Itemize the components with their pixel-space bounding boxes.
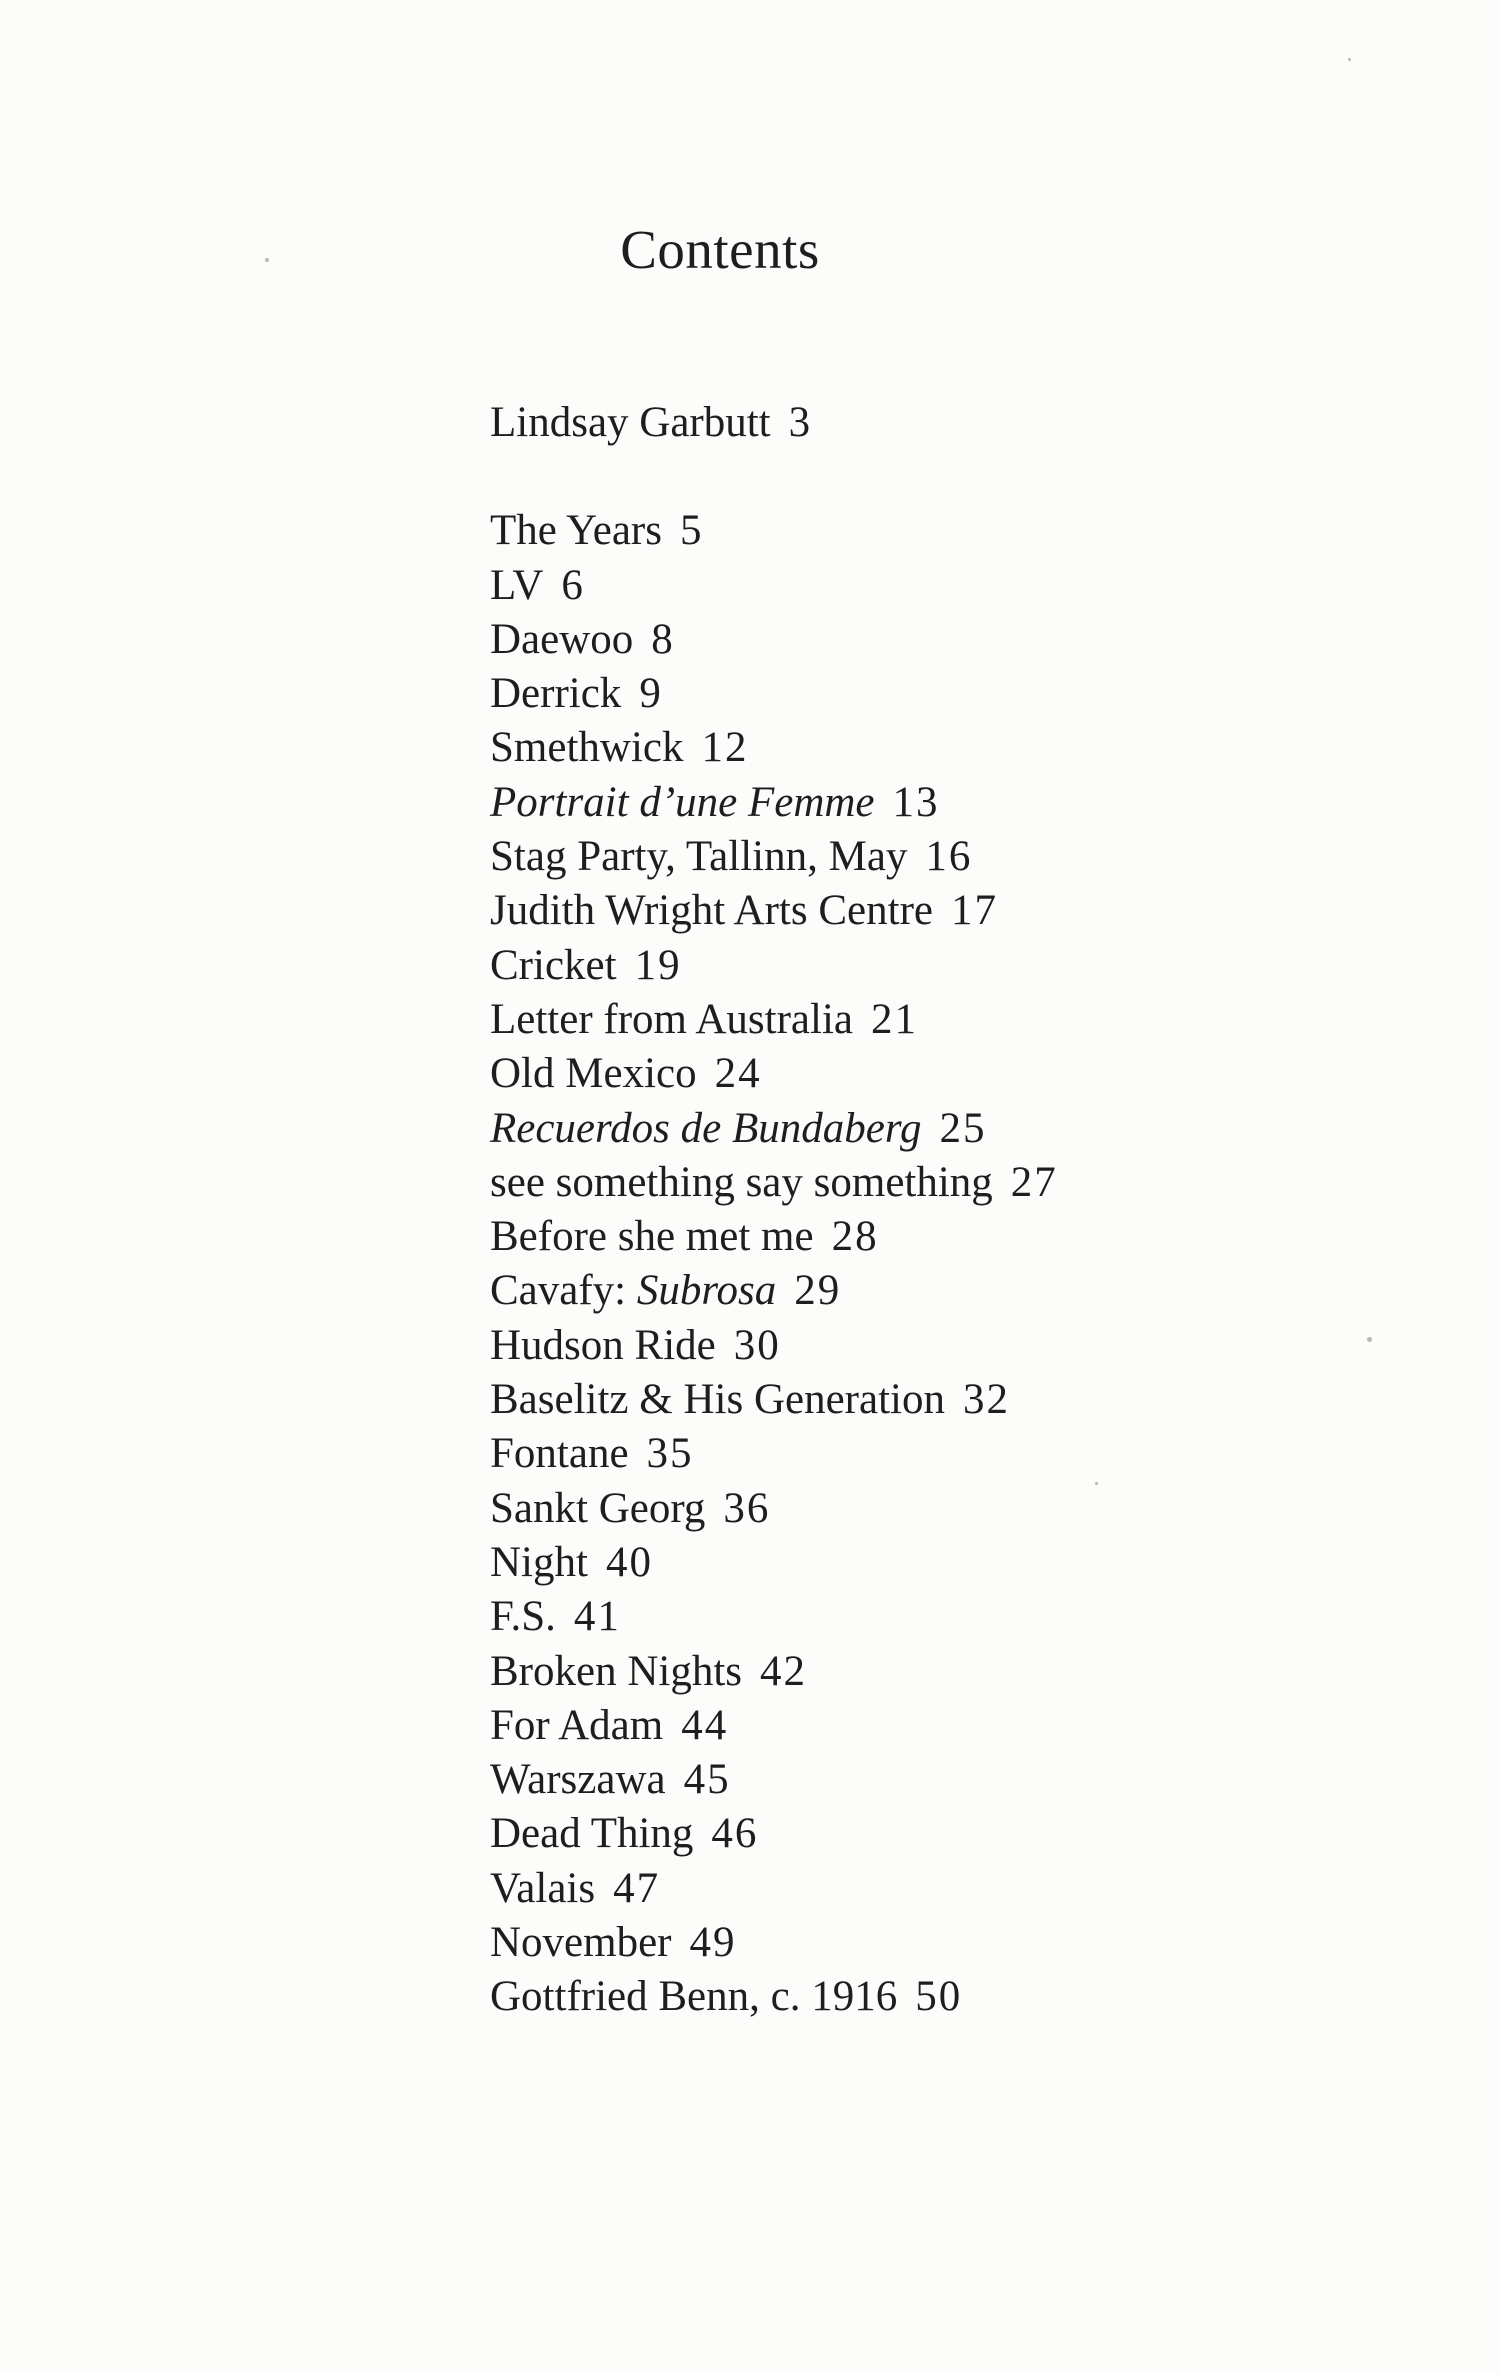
toc-entry-title: Sankt Georg [490, 1484, 706, 1532]
toc-page-number: 24 [714, 1050, 762, 1098]
paper-speck [1367, 1337, 1372, 1342]
toc-entry [490, 1753, 1058, 1807]
toc-entry-title: Smethwick [490, 724, 684, 772]
toc-entry [490, 1156, 1058, 1210]
toc-entry [490, 1970, 1058, 2024]
toc-page-number: 19 [634, 941, 682, 989]
toc-entry [490, 1210, 1058, 1264]
toc-entry-title: Cricket [490, 941, 617, 989]
toc-entry [490, 993, 1058, 1047]
toc-page-number: 17 [950, 887, 998, 935]
toc-page-number: 36 [723, 1484, 771, 1532]
toc-entry [490, 1645, 1058, 1699]
toc-entry-title: For Adam [490, 1701, 664, 1749]
toc-entry-title: Warszawa [490, 1756, 666, 1804]
toc-entry-title: Hudson Ride [490, 1321, 716, 1369]
paper-speck [265, 258, 269, 262]
toc-entry-title: Baselitz & His Generation [490, 1376, 945, 1424]
toc-page-number: 44 [681, 1701, 729, 1749]
toc-entry-title: Derrick [490, 670, 622, 718]
toc-entry [490, 1482, 1058, 1536]
toc-page-number: 45 [683, 1756, 731, 1804]
toc-entry-title: Broken Nights [490, 1647, 743, 1695]
toc-entry [490, 1373, 1058, 1427]
toc-entry-title: Letter from Australia [490, 995, 853, 1043]
toc-entry [490, 1319, 1058, 1373]
toc-entry [490, 559, 1058, 613]
toc-page-number: 50 [915, 1973, 963, 2021]
toc-page-number: 27 [1010, 1158, 1058, 1206]
toc-page-number: 12 [701, 724, 749, 772]
toc-page-number: 16 [925, 833, 973, 881]
paper-speck [1348, 58, 1351, 61]
toc-page-number: 6 [561, 561, 585, 609]
toc-page-number: 49 [689, 1919, 737, 1967]
toc-entry-title: Judith Wright Arts Centre [490, 887, 933, 935]
toc-entry [490, 667, 1058, 721]
toc-entry [490, 1264, 1058, 1318]
toc-entry [490, 830, 1058, 884]
toc-entry-title: Night [490, 1538, 588, 1586]
toc-entry [490, 1807, 1058, 1861]
toc-page-number: 3 [788, 399, 813, 446]
toc-entry-title: Fontane [490, 1430, 629, 1478]
toc-entry-title: The Years [490, 507, 662, 555]
toc-page-number: 46 [711, 1810, 759, 1858]
toc-page-number: 21 [870, 995, 918, 1043]
toc-entry [490, 613, 1058, 667]
toc-entry-title: Before she met me [490, 1213, 814, 1261]
paper-speck [1095, 1482, 1098, 1485]
toc-page-number: 29 [794, 1267, 842, 1315]
toc-entry-title: November [490, 1919, 672, 1967]
toc-entry [490, 1047, 1058, 1101]
toc-entry-title-italic: Portrait d’une Femme [490, 778, 875, 826]
toc-page-number: 40 [605, 1538, 653, 1586]
toc-page-number: 47 [613, 1864, 661, 1912]
toc-entry-title: Lindsay Garbutt [490, 399, 771, 446]
toc-entry-title: F.S. [490, 1593, 556, 1641]
toc-page-number: 9 [639, 670, 663, 718]
page-title: Contents [620, 219, 820, 280]
toc-entry [490, 1102, 1058, 1156]
toc-entry-title: LV [490, 561, 544, 609]
toc-entry [490, 1590, 1058, 1644]
contents-list [490, 396, 1058, 2025]
toc-entry [490, 1427, 1058, 1481]
toc-page-number: 28 [831, 1213, 879, 1261]
toc-entry-title-italic: Subrosa [636, 1267, 777, 1315]
toc-entry [490, 939, 1058, 993]
toc-page-number: 13 [892, 778, 940, 826]
toc-page-number: 5 [679, 507, 704, 555]
toc-entry-title: Cavafy: [490, 1267, 637, 1315]
toc-entry-title: Old Mexico [490, 1050, 697, 1098]
toc-entry-title: Stag Party, Tallinn, May [490, 833, 908, 881]
toc-entry [490, 1699, 1058, 1753]
toc-page-number: 41 [573, 1593, 621, 1641]
toc-page-number: 30 [733, 1321, 781, 1369]
toc-page-number: 42 [760, 1647, 808, 1695]
toc-entry-title: Daewoo [490, 615, 634, 663]
toc-page-number: 32 [962, 1376, 1010, 1424]
toc-page-number: 35 [646, 1430, 694, 1478]
toc-page-number: 25 [939, 1104, 987, 1152]
toc-page-number: 8 [651, 615, 675, 663]
toc-entry [490, 1536, 1058, 1590]
toc-entry-title: see something say something [490, 1158, 993, 1206]
toc-entry [490, 504, 1058, 558]
toc-entry [490, 884, 1058, 938]
toc-entry [490, 1862, 1058, 1916]
toc-entry-title: Valais [490, 1864, 596, 1912]
toc-entry [490, 396, 1058, 450]
toc-entry [490, 721, 1058, 775]
toc-entry-title: Dead Thing [490, 1810, 694, 1858]
toc-entry-title-italic: Recuerdos de Bundaberg [490, 1104, 922, 1152]
toc-entry [490, 1916, 1058, 1970]
toc-entry [490, 776, 1058, 830]
toc-entry-title: Gottfried Benn, c. 1916 [490, 1973, 898, 2021]
